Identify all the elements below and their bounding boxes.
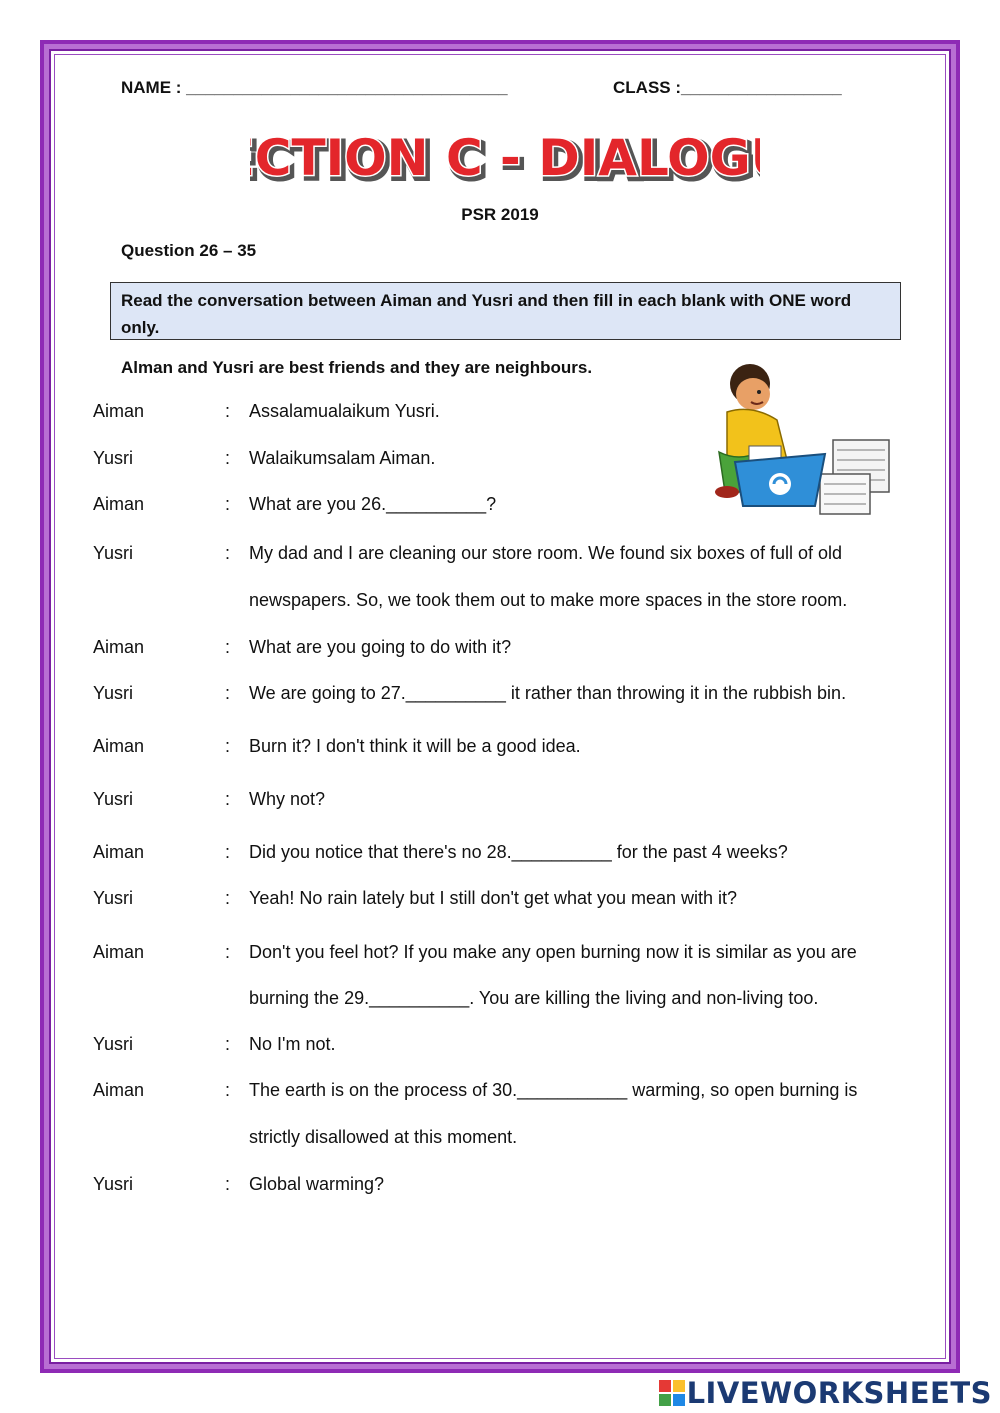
dialogue-line: newspapers. So, we took them out to make more spaces in the store room. xyxy=(249,590,848,610)
dialogue-speaker: Yusri xyxy=(93,1174,134,1194)
dialogue-speaker: Yusri xyxy=(93,543,134,563)
exam-subtitle: PSR 2019 xyxy=(461,205,539,224)
dialogue-line: Walaikumsalam Aiman. xyxy=(249,448,436,468)
dialogue-line-with-blank[interactable]: Did you notice that there's no 28.__________ for the past 4 weeks? xyxy=(249,842,788,862)
dialogue-colon: : xyxy=(225,401,231,421)
dialogue-line: Global warming? xyxy=(249,1174,385,1194)
dialogue-line: Yeah! No rain lately but I still don't get what you mean with it? xyxy=(249,888,738,908)
dialogue-line-with-blank[interactable]: What are you 26.__________? xyxy=(249,494,497,514)
dialogue-intro: Alman and Yusri are best friends and they are neighbours. xyxy=(121,358,593,377)
dialogue-line: My dad and I are cleaning our store room. We found six boxes of full of old xyxy=(249,543,842,563)
section-title-shadow: CTION C - DIALOG xyxy=(257,132,754,190)
dialogue-colon: : xyxy=(225,1034,231,1054)
dialogue-line: No I'm not. xyxy=(249,1034,336,1054)
dialogue-speaker: Yusri xyxy=(93,1034,134,1054)
dialogue-line-with-blank[interactable]: The earth is on the process of 30.___________ warming, so open burning is xyxy=(249,1080,858,1100)
dialogue-colon: : xyxy=(225,888,231,908)
dialogue-speaker: Yusri xyxy=(93,888,134,908)
dialogue-colon: : xyxy=(225,1174,231,1194)
dialogue-colon: : xyxy=(225,683,231,703)
dialogue-line: Don't you feel hot? If you make any open burning now it is similar as you are xyxy=(249,942,857,962)
section-title xyxy=(250,125,760,190)
class-field-label[interactable]: CLASS :_________________ xyxy=(613,78,842,97)
liveworksheets-badge-icon xyxy=(659,1380,685,1406)
section-title-text: CTION C - DIALOG xyxy=(254,129,751,187)
dialogue-line: Why not? xyxy=(249,789,326,809)
dialogue-speaker: Yusri xyxy=(93,789,134,809)
dialogue-speaker: Yusri xyxy=(93,448,134,468)
dialogue-speaker: Aiman xyxy=(93,1080,145,1100)
dialogue-line-with-blank[interactable]: burning the 29.__________. You are killing the living and non-living too. xyxy=(249,988,819,1008)
boy-recycling-illustration xyxy=(705,362,893,522)
dialogue-speaker: Aiman xyxy=(93,736,145,756)
instruction-box: Read the conversation between Aiman and Yusri and then fill in each blank with ONE word only. xyxy=(110,282,901,340)
dialogue-speaker: Yusri xyxy=(93,683,134,703)
dialogue-colon: : xyxy=(225,448,231,468)
dialogue-colon: : xyxy=(225,543,231,563)
dialogue-speaker: Aiman xyxy=(93,494,145,514)
dialogue-speaker: Aiman xyxy=(93,842,145,862)
question-range: Question 26 – 35 xyxy=(121,241,257,260)
dialogue-colon: : xyxy=(225,942,231,962)
dialogue-speaker: Aiman xyxy=(93,942,145,962)
dialogue-colon: : xyxy=(225,736,231,756)
dialogue-line-with-blank[interactable]: We are going to 27.__________ it rather than throwing it in the rubbish bin. xyxy=(249,683,847,703)
dialogue-line: strictly disallowed at this moment. xyxy=(249,1127,518,1147)
liveworksheets-wordmark: LIVEWORKSHEETS xyxy=(686,1376,992,1410)
dialogue-colon: : xyxy=(225,789,231,809)
dialogue-speaker: Aiman xyxy=(93,637,145,657)
dialogue-colon: : xyxy=(225,494,231,514)
dialogue-colon: : xyxy=(225,637,231,657)
dialogue-speaker: Aiman xyxy=(93,401,145,421)
dialogue-line: Burn it? I don't think it will be a good idea. xyxy=(249,736,581,756)
dialogue-line: What are you going to do with it? xyxy=(249,637,512,657)
dialogue-line: Assalamualaikum Yusri. xyxy=(249,401,440,421)
liveworksheets-logo xyxy=(659,1376,992,1410)
name-field-label[interactable]: NAME : __________________________________ xyxy=(121,78,508,97)
dialogue-colon: : xyxy=(225,842,231,862)
dialogue-colon: : xyxy=(225,1080,231,1100)
